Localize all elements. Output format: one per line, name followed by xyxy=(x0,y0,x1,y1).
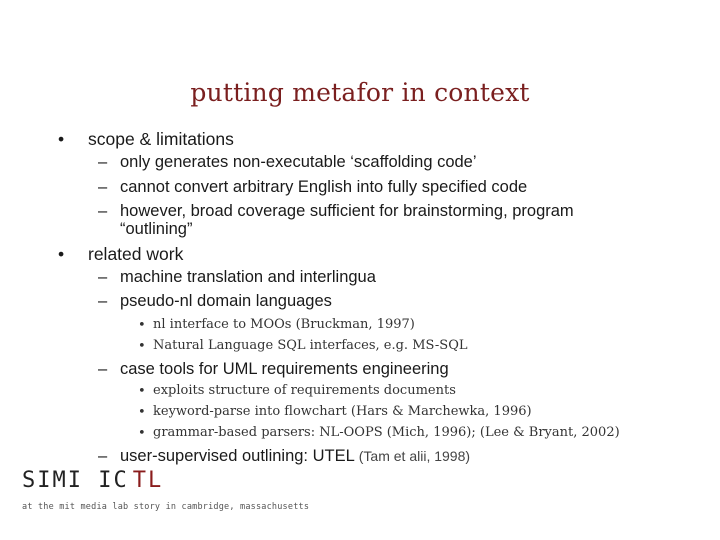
bullet-scope-limitations: scope & limitations xyxy=(88,129,234,149)
sub-item: cannot convert arbitrary English into fully specified code xyxy=(120,178,528,196)
sub-item xyxy=(120,447,470,466)
dash-marker: – xyxy=(98,360,108,378)
small-bullet-marker: • xyxy=(138,339,146,354)
sub-sub-item: grammar-based parsers: NL-OOPS (Mich, 1996); (Lee & Bryant, 2002) xyxy=(153,425,620,440)
sub-item-text: user-supervised outlining: UTEL xyxy=(120,447,355,465)
sub-item-continuation: “outlining” xyxy=(120,220,193,238)
sub-sub-item: Natural Language SQL interfaces, e.g. MS-SQL xyxy=(153,338,468,353)
small-bullet-marker: • xyxy=(138,384,146,399)
dash-marker: – xyxy=(98,447,108,465)
sub-sub-item: keyword-parse into flowchart (Hars & Marchewka, 1996) xyxy=(153,404,532,419)
small-bullet-marker: • xyxy=(138,318,146,333)
dash-marker: – xyxy=(98,178,108,196)
sub-item: pseudo-nl domain languages xyxy=(120,292,332,310)
bullet-marker: • xyxy=(58,129,65,149)
sub-item: only generates non-executable ‘scaffolding code’ xyxy=(120,153,477,171)
sub-item: machine translation and interlingua xyxy=(120,268,376,286)
dash-marker: – xyxy=(98,292,108,310)
dash-marker: – xyxy=(98,268,108,286)
logo-text-red: TL xyxy=(132,468,164,493)
logo-text-dark: SIMI IC xyxy=(22,468,129,493)
slide-title: putting metafor in context xyxy=(190,78,530,107)
citation: (Tam et alii, 1998) xyxy=(358,448,471,464)
sub-item: however, broad coverage sufficient for brainstorming, program xyxy=(120,202,574,220)
logo xyxy=(22,468,163,493)
logo-subtitle: at the mit media lab story in cambridge, massachusetts xyxy=(22,502,310,512)
small-bullet-marker: • xyxy=(138,405,146,420)
sub-item: case tools for UML requirements engineering xyxy=(120,360,449,378)
bullet-related-work: related work xyxy=(88,244,184,264)
sub-sub-item: exploits structure of requirements documents xyxy=(153,383,456,398)
small-bullet-marker: • xyxy=(138,426,146,441)
dash-marker: – xyxy=(98,202,108,220)
dash-marker: – xyxy=(98,153,108,171)
bullet-marker: • xyxy=(58,244,65,264)
sub-sub-item: nl interface to MOOs (Bruckman, 1997) xyxy=(153,317,415,332)
